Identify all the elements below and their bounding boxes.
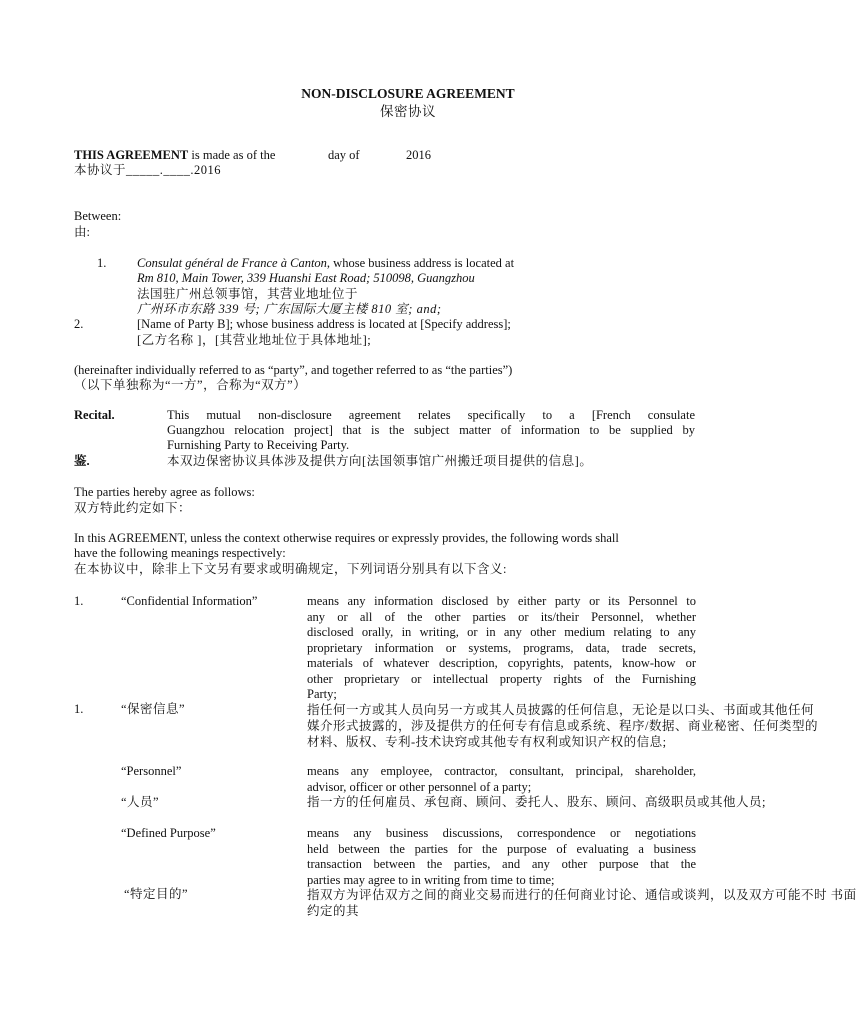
- party2-number: 2.: [74, 317, 84, 331]
- def-line: parties may agree to in writing from time to time;: [307, 872, 555, 887]
- def-line-cn: 指任何一方或其人员向另一方或其人员披露的任何信息，无论是以口头、书面或其他任何: [307, 703, 815, 717]
- def-line: proprietary information or systems, programs, data, trade secrets,: [307, 640, 696, 655]
- between-label: Between:: [74, 209, 122, 223]
- def-line-cn: 约定的其: [307, 904, 360, 918]
- interp-line-1: In this AGREEMENT, unless the context otherwise requires or expressly provides, the following words shall: [74, 531, 619, 545]
- interp-line-2: have the following meanings respectively:: [74, 546, 286, 560]
- def-purpose-text-cn: [307, 887, 857, 919]
- party1-cn-1: 法国驻广州总领事馆，其营业地址位于: [137, 287, 359, 301]
- party1-cn-2: 广州环市东路 339 号; 广东国际大厦主楼 810 室; and;: [137, 302, 442, 316]
- agree-cn: 双方特此约定如下：: [74, 501, 192, 515]
- def-line: any or all of the other parties or its/their Personnel, whether: [307, 609, 696, 624]
- def-line: materials of whatever description, copyrights, patents, know-how or: [307, 656, 696, 670]
- document-title: NON-DISCLOSURE AGREEMENT: [301, 86, 515, 101]
- def-personnel-term: “Personnel”: [121, 764, 182, 778]
- def-line: means any employee, contractor, consultant, principal, shareholder,: [307, 764, 696, 778]
- def-line: transaction between the parties, and any other purpose that the: [307, 857, 696, 871]
- between-label-cn: 由:: [74, 225, 90, 239]
- recital-line-1: This mutual non-disclosure agreement relates specifically to a [French consulate: [167, 408, 695, 422]
- hereinafter-en: (hereinafter individually referred to as “party”, and together referred to as “the parties”): [74, 363, 513, 377]
- def-personnel-term-cn: “人员”: [121, 795, 160, 809]
- intro-year: 2016: [406, 148, 431, 162]
- party1-address: Rm 810, Main Tower, 339 Huanshi East Road; 510098, Guangzhou: [137, 271, 475, 285]
- recital-cn: 本双边保密协议具体涉及提供方向[法国领事馆广州搬迁项目提供的信息]。: [167, 454, 593, 468]
- party2-line: [Name of Party B]; whose business address is located at [Specify address];: [137, 317, 511, 331]
- def-purpose-text: [307, 826, 696, 888]
- def-line: means any business discussions, correspondence or negotiations: [307, 826, 696, 840]
- recital-label-cn: 鉴.: [74, 454, 90, 468]
- def-confidential-text: [307, 594, 696, 703]
- recital-line-2: Guangzhou relocation project] that is the subject matter of information to be supplied by: [167, 423, 695, 437]
- def-confidential-text-cn: [307, 702, 818, 750]
- def-line-cn: 媒介形式披露的，涉及提供方的任何专有信息或系统、程序/数据、商业秘密、任何类型的: [307, 719, 818, 733]
- intro-bold: THIS AGREEMENT: [74, 148, 189, 162]
- def-confidential-term: “Confidential Information”: [121, 594, 258, 608]
- intro-line: [74, 148, 275, 164]
- intro-day: day of: [328, 148, 360, 162]
- party2-cn: [乙方名称 ]，[其营业地址位于具体地址];: [137, 333, 372, 347]
- document-title-cn: 保密协议: [380, 104, 436, 119]
- party1-name: Consulat général de France à Canton: [137, 256, 327, 270]
- def-line-cn: 材料、版权、专利-技术诀窍或其他专有权利或知识产权的信息;: [307, 735, 667, 749]
- def-line: means any information disclosed by either party or its Personnel to: [307, 594, 696, 608]
- def-personnel-text: [307, 764, 696, 795]
- def-purpose-term: “Defined Purpose”: [121, 826, 216, 840]
- party1-line: [137, 256, 514, 272]
- def-confidential-number-cn: 1.: [74, 702, 84, 716]
- party1-addr-intro: , whose business address is located at: [326, 256, 515, 270]
- interp-cn: 在本协议中，除非上下文另有要求或明确规定，下列词语分别具有以下含义:: [74, 562, 507, 576]
- def-line: advisor, officer or other personnel of a party;: [307, 779, 532, 794]
- def-line: other proprietary or intellectual property rights of the Furnishing: [307, 671, 696, 686]
- def-line: disclosed orally, in writing, or in any other medium relating to any: [307, 625, 696, 639]
- hereinafter-cn: （以下单独称为“一方”，合称为“双方”）: [74, 378, 307, 392]
- def-line: Party;: [307, 687, 337, 701]
- intro-cn: 本协议于_____.____.2016: [74, 163, 222, 177]
- recital-label: Recital.: [74, 408, 115, 422]
- def-purpose-term-cn: “特定目的”: [124, 887, 189, 901]
- recital-line-3: Furnishing Party to Receiving Party.: [167, 438, 350, 452]
- def-personnel-text-cn: 指一方的任何雇员、承包商、顾问、委托人、股东、顾问、高级职员或其他人员;: [307, 795, 766, 809]
- def-line: held between the parties for the purpose of evaluating a business: [307, 841, 696, 856]
- def-confidential-term-cn: “保密信息”: [121, 702, 186, 716]
- def-line-cn: 指双方为评估双方之间的商业交易而进行的任何商业讨论、通信或谈判，以及双方可能不时 书面: [307, 888, 857, 902]
- agree-en: The parties hereby agree as follows:: [74, 485, 255, 499]
- def-confidential-number: 1.: [74, 594, 84, 608]
- intro-rest: is made as of the: [188, 148, 276, 162]
- party1-number: 1.: [97, 256, 107, 270]
